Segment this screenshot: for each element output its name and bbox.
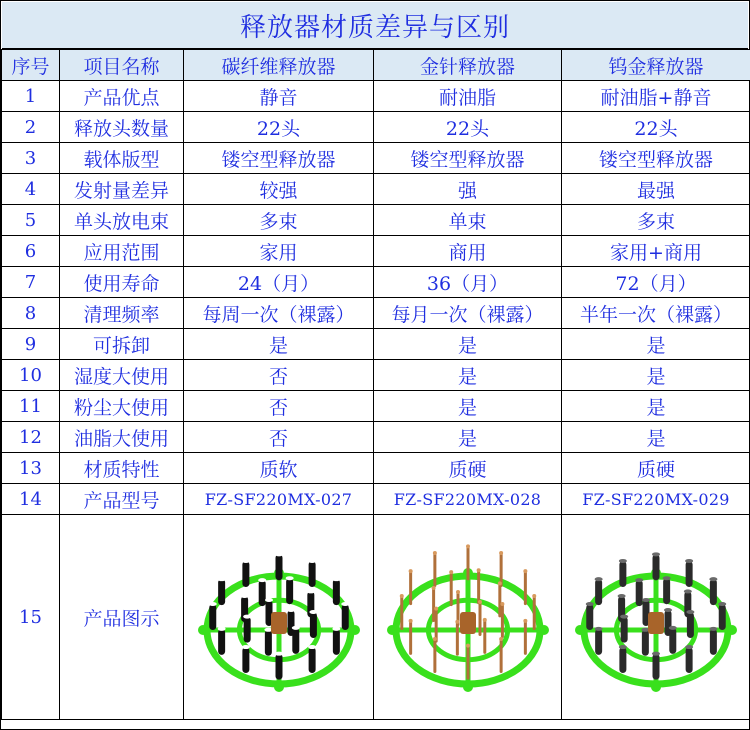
row-value: 22头 <box>562 112 750 143</box>
row-value: FZ-SF220MX-028 <box>374 484 562 515</box>
header-product-carbon: 碳纤维释放器 <box>184 50 374 81</box>
row-value: 36（月） <box>374 267 562 298</box>
row-value: FZ-SF220MX-029 <box>562 484 750 515</box>
row-index: 14 <box>2 484 60 515</box>
row-value: 是 <box>374 391 562 422</box>
tungsten-releaser-image <box>566 522 746 712</box>
row-value: 镂空型释放器 <box>374 143 562 174</box>
row-value: 镂空型释放器 <box>184 143 374 174</box>
row-index: 15 <box>2 515 60 720</box>
gold-needle-releaser-image <box>378 522 558 712</box>
table-header-row <box>2 50 750 81</box>
header-index: 序号 <box>2 50 60 81</box>
row-value: 是 <box>374 360 562 391</box>
row-value: 多束 <box>184 205 374 236</box>
row-index: 11 <box>2 391 60 422</box>
header-product-tungsten: 钨金释放器 <box>562 50 750 81</box>
row-value: 22头 <box>184 112 374 143</box>
header-item: 项目名称 <box>60 50 184 81</box>
row-value: 是 <box>374 422 562 453</box>
row-value: 镂空型释放器 <box>562 143 750 174</box>
table-row <box>2 81 750 112</box>
row-value: 是 <box>562 391 750 422</box>
row-value: 是 <box>562 422 750 453</box>
row-value: 每月一次（裸露） <box>374 298 562 329</box>
row-value: 每周一次（裸露） <box>184 298 374 329</box>
table-row <box>2 422 750 453</box>
table-row-images <box>2 515 750 720</box>
row-item-name: 清理频率 <box>60 298 184 329</box>
row-index: 1 <box>2 81 60 112</box>
row-value: 最强 <box>562 174 750 205</box>
row-index: 2 <box>2 112 60 143</box>
table-row <box>2 360 750 391</box>
header-product-gold: 金针释放器 <box>374 50 562 81</box>
row-item-name: 载体版型 <box>60 143 184 174</box>
table-row <box>2 329 750 360</box>
row-value: 质硬 <box>374 453 562 484</box>
row-value: 耐油脂 <box>374 81 562 112</box>
row-item-name: 释放头数量 <box>60 112 184 143</box>
row-value: 22头 <box>374 112 562 143</box>
row-value: 质硬 <box>562 453 750 484</box>
row-index: 12 <box>2 422 60 453</box>
row-item-name: 单头放电束 <box>60 205 184 236</box>
row-value: FZ-SF220MX-027 <box>184 484 374 515</box>
row-value: 强 <box>374 174 562 205</box>
table-row <box>2 205 750 236</box>
product-image-cell <box>184 515 374 720</box>
row-value: 否 <box>184 391 374 422</box>
row-item-name: 应用范围 <box>60 236 184 267</box>
row-item-name: 发射量差异 <box>60 174 184 205</box>
row-item-name: 产品图示 <box>60 515 184 720</box>
table-row <box>2 267 750 298</box>
row-value: 家用+商用 <box>562 236 750 267</box>
row-value: 较强 <box>184 174 374 205</box>
row-item-name: 使用寿命 <box>60 267 184 298</box>
row-index: 3 <box>2 143 60 174</box>
row-index: 7 <box>2 267 60 298</box>
row-item-name: 湿度大使用 <box>60 360 184 391</box>
row-value: 否 <box>184 360 374 391</box>
carbon-fiber-releaser-image <box>189 522 369 712</box>
row-index: 13 <box>2 453 60 484</box>
product-image-cell <box>374 515 562 720</box>
row-value: 静音 <box>184 81 374 112</box>
table-row <box>2 453 750 484</box>
table-row <box>2 236 750 267</box>
row-value: 质软 <box>184 453 374 484</box>
row-item-name: 产品优点 <box>60 81 184 112</box>
row-value: 是 <box>374 329 562 360</box>
page-title: 释放器材质差异与区别 <box>2 2 748 49</box>
row-value: 耐油脂+静音 <box>562 81 750 112</box>
row-value: 多束 <box>562 205 750 236</box>
comparison-table <box>1 49 750 720</box>
row-index: 6 <box>2 236 60 267</box>
row-index: 4 <box>2 174 60 205</box>
row-value: 是 <box>562 329 750 360</box>
table-row <box>2 298 750 329</box>
product-image-cell <box>562 515 750 720</box>
row-value: 72（月） <box>562 267 750 298</box>
row-item-name: 油脂大使用 <box>60 422 184 453</box>
row-value: 24（月） <box>184 267 374 298</box>
table-row <box>2 391 750 422</box>
row-value: 商用 <box>374 236 562 267</box>
row-value: 家用 <box>184 236 374 267</box>
row-value: 是 <box>184 329 374 360</box>
row-index: 8 <box>2 298 60 329</box>
table-row <box>2 143 750 174</box>
table-row <box>2 112 750 143</box>
row-value: 半年一次（裸露） <box>562 298 750 329</box>
row-item-name: 产品型号 <box>60 484 184 515</box>
row-index: 10 <box>2 360 60 391</box>
row-item-name: 材质特性 <box>60 453 184 484</box>
row-index: 5 <box>2 205 60 236</box>
row-value: 单束 <box>374 205 562 236</box>
row-value: 否 <box>184 422 374 453</box>
row-item-name: 粉尘大使用 <box>60 391 184 422</box>
table-row <box>2 174 750 205</box>
row-index: 9 <box>2 329 60 360</box>
table-row <box>2 484 750 515</box>
row-item-name: 可拆卸 <box>60 329 184 360</box>
row-value: 是 <box>562 360 750 391</box>
